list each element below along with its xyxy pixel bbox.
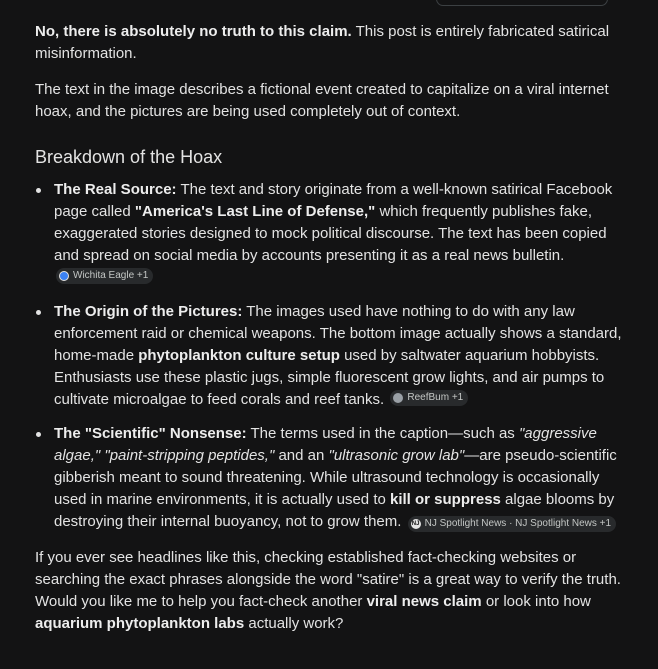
breakdown-list xyxy=(35,179,627,533)
item-text: which frequently publishes fake, exaggerated stories designed to mock political discourse. The text has been copied and spread on social media by accounts presenting it as a real news bulletin. xyxy=(54,203,607,264)
item-bold: kill or suppress xyxy=(390,491,501,508)
verdict-detail: This post is entirely fabricated satirical misinformation. xyxy=(35,23,610,62)
closing-text: or look into how xyxy=(481,593,591,610)
source-chip-label: ReefBum +1 xyxy=(407,392,464,403)
item-text: The terms used in the caption—such as xyxy=(246,425,519,442)
bullet-icon xyxy=(36,432,41,437)
item-text: and an xyxy=(274,447,329,464)
closing-bold: aquarium phytoplankton labs xyxy=(35,615,245,632)
previous-element-edge xyxy=(436,0,608,6)
item-text: —are pseudo-scientific gibberish meant to sound threatening. While ultrasound technology is occasionally used in marine environments, it is actually used to xyxy=(54,447,617,508)
source-chip-label: NJ Spotlight News · NJ Spotlight News +1 xyxy=(424,518,612,529)
item-text: The images used have nothing to do with any law enforcement raid or chemical weapons. The bottom image actually shows a standard, home-made xyxy=(54,303,622,364)
item-text: The text and story originate from a well-known satirical Facebook page called xyxy=(54,181,613,220)
closing-text: If you ever see headlines like this, checking established fact-checking websites or searching the exact phrases alongside the word "satire" is a great way to verify the truth. Would you like me to help you fact-check another xyxy=(35,549,621,610)
source-chip[interactable] xyxy=(408,516,616,532)
item-bold: "America's Last Line of Defense," xyxy=(134,203,376,220)
closing-bold: viral news claim xyxy=(366,593,482,610)
item-quote: "ultrasonic grow lab" xyxy=(328,447,465,464)
source-chip[interactable] xyxy=(56,268,153,284)
reefbum-favicon-icon xyxy=(393,393,403,403)
source-chip-label: Wichita Eagle +1 xyxy=(73,270,149,281)
item-quote: "paint-stripping peptides," xyxy=(104,447,275,464)
list-item xyxy=(35,179,627,289)
verdict-text: No, there is absolutely no truth to this claim. xyxy=(35,23,352,40)
item-quote: "aggressive algae," xyxy=(54,425,597,464)
list-item xyxy=(35,423,627,533)
item-label: The "Scientific" Nonsense: xyxy=(54,425,247,442)
item-bold: phytoplankton culture setup xyxy=(138,347,340,364)
context-paragraph: The text in the image describes a fictional event created to capitalize on a viral internet hoax, and the pictures are being used completely out of context. xyxy=(35,81,609,120)
item-text: algae blooms by destroying their internal buoyancy, not to grow them. xyxy=(54,491,615,530)
closing-paragraph xyxy=(35,547,627,635)
response-content xyxy=(35,21,627,635)
bullet-icon xyxy=(36,188,41,193)
bullet-icon xyxy=(36,310,41,315)
section-heading: Breakdown of the Hoax xyxy=(35,147,223,167)
item-label: The Real Source: xyxy=(54,181,177,198)
item-label: The Origin of the Pictures: xyxy=(54,303,243,320)
wichita-eagle-favicon-icon xyxy=(59,271,69,281)
intro-paragraph xyxy=(35,21,627,65)
nj-spotlight-favicon-icon: NJ xyxy=(411,521,420,527)
source-chip[interactable] xyxy=(390,390,468,406)
closing-text: actually work? xyxy=(244,615,344,632)
list-item xyxy=(35,301,627,411)
item-text: used by saltwater aquarium hobbyists. Enthusiasts use these plastic jugs, simple fluorescent grow lights, and air pumps to cultivate microalgae to feed corals and reef tanks. xyxy=(54,347,605,408)
